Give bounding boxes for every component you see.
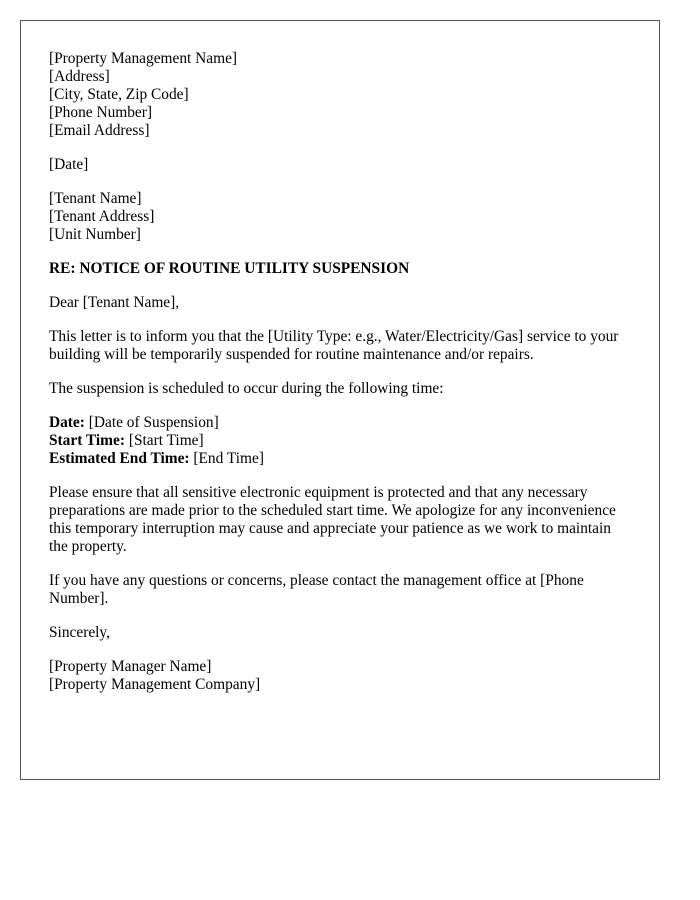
recipient-unit: [Unit Number] xyxy=(49,226,141,243)
contact-paragraph: If you have any questions or concerns, please contact the management office at [Phone Number]. xyxy=(49,572,584,607)
schedule-date-row xyxy=(49,414,631,432)
signature-manager-name: [Property Manager Name] xyxy=(49,658,212,675)
recipient-address-block xyxy=(49,190,631,244)
schedule-end-value: [End Time] xyxy=(193,450,264,467)
schedule-start-value: [Start Time] xyxy=(128,432,204,449)
schedule-date-value: [Date of Suspension] xyxy=(88,414,219,431)
schedule-start-row xyxy=(49,432,631,450)
schedule-date-label: Date: xyxy=(49,414,85,431)
signature-block xyxy=(49,658,631,694)
recipient-address: [Tenant Address] xyxy=(49,208,155,225)
schedule-end-row xyxy=(49,450,631,468)
salutation: Dear [Tenant Name], xyxy=(49,294,180,311)
sender-address-block xyxy=(49,50,631,140)
closing: Sincerely, xyxy=(49,624,110,641)
sender-phone: [Phone Number] xyxy=(49,104,153,121)
subject-line: RE: NOTICE OF ROUTINE UTILITY SUSPENSION xyxy=(49,260,410,277)
signature-company: [Property Management Company] xyxy=(49,676,261,693)
sender-email: [Email Address] xyxy=(49,122,150,139)
letter-page xyxy=(20,20,660,780)
letter-date xyxy=(49,156,631,174)
sender-name: [Property Management Name] xyxy=(49,50,238,67)
sender-address: [Address] xyxy=(49,68,110,85)
schedule-start-label: Start Time: xyxy=(49,432,125,449)
schedule-intro-paragraph: The suspension is scheduled to occur during the following time: xyxy=(49,380,444,397)
schedule-end-label: Estimated End Time: xyxy=(49,450,190,467)
intro-paragraph: This letter is to inform you that the [Utility Type: e.g., Water/Electricity/Gas] service to your building will be temporarily suspended for routine maintenance and/or repairs. xyxy=(49,328,619,363)
recipient-name: [Tenant Name] xyxy=(49,190,142,207)
instructions-paragraph: Please ensure that all sensitive electronic equipment is protected and that any necessary preparations are made prior to the scheduled start time. We apologize for any inconvenience this temporary interruption may cause and appreciate your patience as we work to maintain the property. xyxy=(49,484,616,555)
schedule-details xyxy=(49,414,631,468)
sender-city-state-zip: [City, State, Zip Code] xyxy=(49,86,189,103)
date-text: [Date] xyxy=(49,156,89,173)
